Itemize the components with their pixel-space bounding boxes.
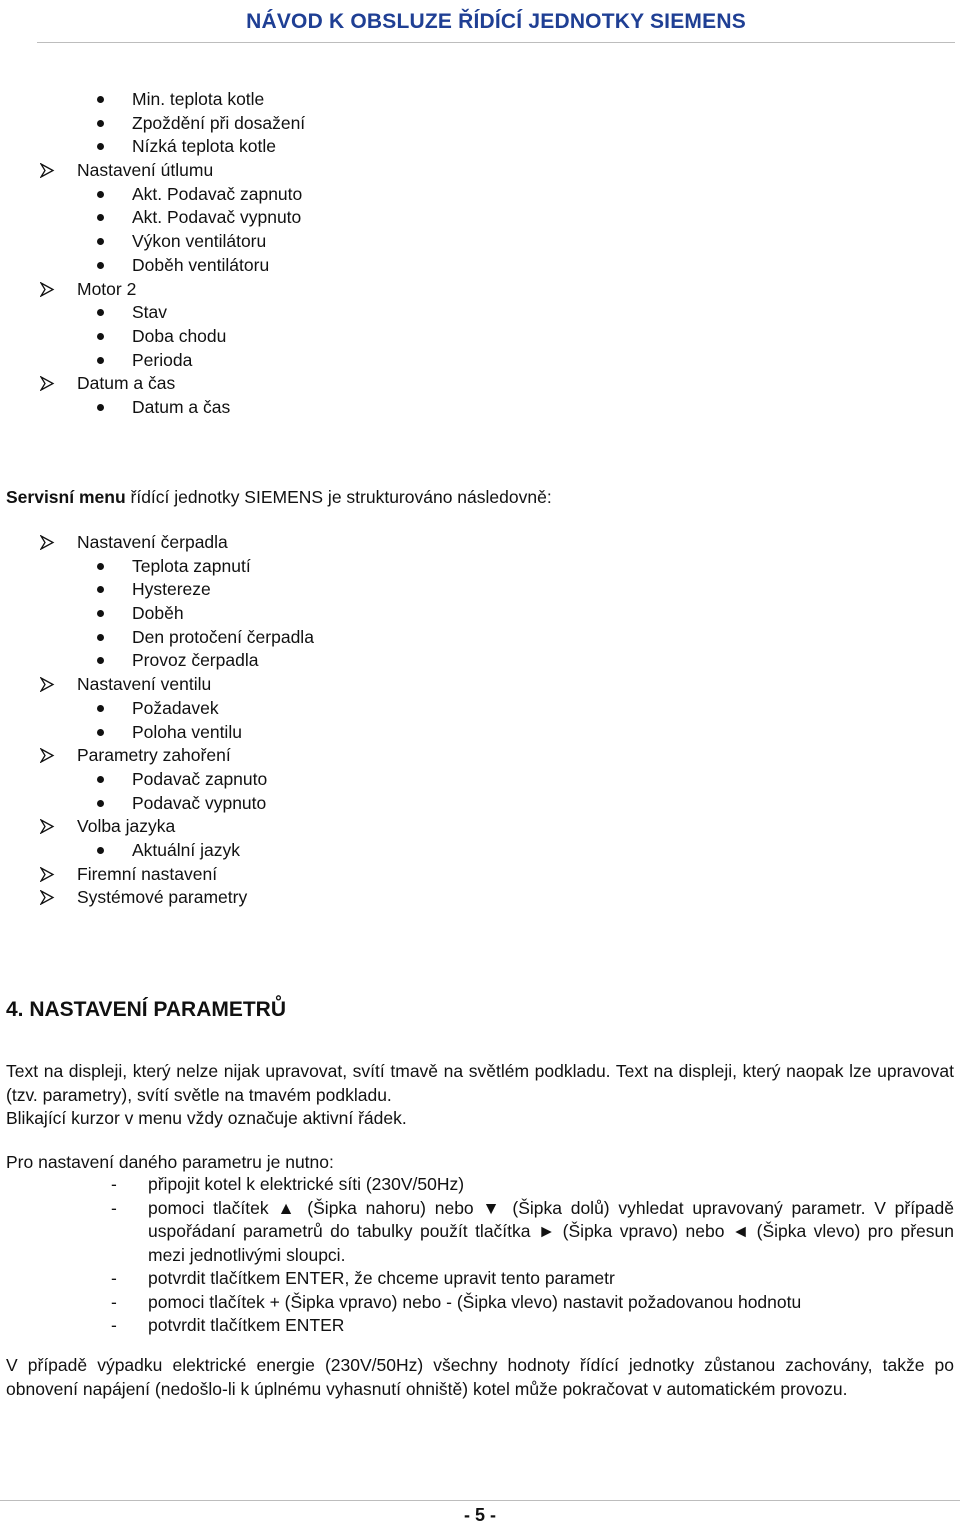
bullet-dot-icon [97, 357, 104, 364]
paragraph-instructions-intro: Pro nastavení daného parametru je nutno: [6, 1152, 334, 1172]
menu-item-label: Výkon ventilátoru [132, 231, 267, 252]
instruction-step-text: potvrdit tlačítkem ENTER, že chceme upravit tento parametr [148, 1268, 615, 1288]
menu-item-label: Doběh [132, 603, 184, 624]
menu-item-label: Datum a čas [132, 396, 231, 417]
bullet-dot-icon [97, 847, 104, 854]
arrowhead-bullet-icon [40, 677, 55, 692]
menu-item-label: Parametry zahoření [77, 745, 231, 766]
menu-item-label: Zpoždění při dosažení [132, 112, 306, 133]
instruction-step [108, 1291, 954, 1315]
menu-sub-item [0, 88, 305, 112]
menu-sub-item [0, 578, 314, 602]
menu-sub-item [0, 396, 305, 420]
menu-item-label: Systémové parametry [77, 887, 248, 908]
bullet-dot-icon [97, 191, 104, 198]
menu-sub-item [0, 230, 305, 254]
menu-section-item [0, 886, 314, 910]
menu-item-label: Nastavení útlumu [77, 160, 214, 181]
menu-item-label: Podavač vypnuto [132, 792, 267, 813]
step-dash-marker: - [111, 1197, 117, 1218]
arrowhead-bullet-icon [40, 535, 55, 550]
menu-item-label: Podavač zapnuto [132, 768, 268, 789]
menu-sub-item [0, 721, 314, 745]
bullet-dot-icon [97, 333, 104, 340]
bullet-dot-icon [97, 657, 104, 664]
menu-section-item [0, 159, 305, 183]
instruction-step [108, 1314, 954, 1338]
menu-section-item [0, 278, 305, 302]
menu-item-label: Volba jazyka [77, 816, 176, 837]
menu-item-label: Aktuální jazyk [132, 839, 240, 860]
menu-section-item [0, 372, 305, 396]
bullet-dot-icon [97, 96, 104, 103]
step-dash-marker: - [111, 1291, 117, 1312]
instruction-step [108, 1267, 954, 1291]
bullet-dot-icon [97, 143, 104, 150]
bullet-dot-icon [97, 404, 104, 411]
bullet-dot-icon [97, 800, 104, 807]
page-number: - 5 - [463, 1505, 496, 1525]
menu-sub-item [0, 349, 305, 373]
bullet-dot-icon [97, 262, 104, 269]
menu-item-label: Firemní nastavení [77, 863, 218, 884]
menu-item-label: Provoz čerpadla [132, 650, 259, 671]
menu-item-label: Hystereze [132, 579, 211, 600]
paragraph-display-text [6, 1060, 954, 1131]
menu-section-item [0, 863, 314, 887]
menu-item-label: Doběh ventilátoru [132, 254, 270, 275]
menu-item-label: Perioda [132, 349, 193, 370]
bullet-dot-icon [97, 214, 104, 221]
arrowhead-bullet-icon [40, 867, 55, 882]
menu-sub-item [0, 626, 314, 650]
page-header-title: NÁVOD K OBSLUZE ŘÍDÍCÍ JEDNOTKY SIEMENS [246, 10, 746, 33]
menu-sub-item [0, 649, 314, 673]
instruction-step-text: pomoci tlačítek + (Šipka vpravo) nebo - (Šipka vlevo) nastavit požadovanou hodnotu [148, 1291, 802, 1312]
menu-sub-item [0, 254, 305, 278]
menu-sub-item [0, 697, 314, 721]
instruction-step [108, 1173, 954, 1197]
menu-item-label: Doba chodu [132, 325, 227, 346]
menu-sub-item [0, 183, 305, 207]
menu-item-label: Min. teplota kotle [132, 89, 265, 109]
menu-sub-item [0, 555, 314, 579]
bullet-dot-icon [97, 586, 104, 593]
paragraph-display: Text na displeji, který nelze nijak upravovat, svítí tmavě na světlém podkladu. Text na displeji, který naopak lze upravovat (tzv. parametry), svítí světle na tmavém podkladu. [6, 1061, 954, 1105]
menu-sub-item [0, 301, 305, 325]
menu-item-label: Datum a čas [77, 373, 176, 394]
menu-sub-item [0, 325, 305, 349]
header-divider [37, 42, 955, 43]
footer-divider [0, 1500, 960, 1501]
menu-sub-item [0, 135, 305, 159]
menu-sub-item [0, 792, 314, 816]
menu-item-label: Motor 2 [77, 278, 137, 299]
steps-list [108, 1173, 954, 1338]
menu-sub-item [0, 602, 314, 626]
paragraph-power-outage: V případě výpadku elektrické energie (230V/50Hz) všechny hodnoty řídící jednotky zůstanou zachovány, takže po obnovení napájení (nedošlo-li k úplnému vyhasnutí ohniště) kotel může pokračovat v automatickém provozu. [6, 1355, 954, 1399]
arrowhead-bullet-icon [40, 819, 55, 834]
bullet-dot-icon [97, 610, 104, 617]
menu-section-item [0, 531, 314, 555]
instruction-step [108, 1197, 954, 1268]
bullet-dot-icon [97, 634, 104, 641]
bullet-dot-icon [97, 563, 104, 570]
menu-item-label: Stav [132, 302, 168, 323]
menu-section-item [0, 673, 314, 697]
menu-item-label: Poloha ventilu [132, 721, 242, 742]
arrowhead-bullet-icon [40, 376, 55, 391]
menu-item-label: Nastavení ventilu [77, 674, 212, 695]
service-menu-intro-text: řídící jednotky SIEMENS je strukturováno následovně: [125, 487, 552, 507]
menu-item-label: Nastavení čerpadla [77, 532, 228, 552]
bullet-dot-icon [97, 238, 104, 245]
bullet-dot-icon [97, 729, 104, 736]
menu-sub-item [0, 768, 314, 792]
instruction-step-text: potvrdit tlačítkem ENTER [148, 1315, 345, 1335]
bullet-dot-icon [97, 705, 104, 712]
menu-sub-item [0, 206, 305, 230]
menu-sub-item [0, 112, 305, 136]
menu-item-label: Den protočení čerpadla [132, 626, 314, 647]
section-title: 4. NASTAVENÍ PARAMETRŮ [6, 998, 287, 1021]
arrowhead-bullet-icon [40, 282, 55, 297]
arrowhead-bullet-icon [40, 163, 55, 178]
menu-item-label: Akt. Podavač vypnuto [132, 207, 302, 228]
step-dash-marker: - [111, 1315, 117, 1335]
step-dash-marker: - [111, 1268, 117, 1288]
menu-item-label: Teplota zapnutí [132, 555, 251, 576]
bullet-dot-icon [97, 776, 104, 783]
menu-item-label: Požadavek [132, 697, 219, 718]
user-menu-list [0, 88, 305, 420]
bullet-dot-icon [97, 309, 104, 316]
menu-sub-item [0, 839, 314, 863]
menu-section-item [0, 815, 314, 839]
arrowhead-bullet-icon [40, 748, 55, 763]
instruction-step-text: připojit kotel k elektrické síti (230V/50Hz) [148, 1174, 465, 1194]
bullet-dot-icon [97, 120, 104, 127]
arrowhead-bullet-icon [40, 890, 55, 905]
menu-section-item [0, 744, 314, 768]
instruction-step-text: pomoci tlačítek ▲ (Šipka nahoru) nebo ▼ (Šipka dolů) vyhledat upravovaný parametr. V případě uspořádaní parametrů do tabulky použít tlačítka ► (Šipka vpravo) nebo ◄ (Šipka vlevo) pro přesun mezi jednotlivými sloupci. [148, 1197, 954, 1265]
menu-item-label: Akt. Podavač zapnuto [132, 183, 303, 204]
menu-item-label: Nízká teplota kotle [132, 136, 276, 157]
step-dash-marker: - [111, 1174, 117, 1194]
service-menu-intro [6, 486, 552, 510]
service-menu-intro-bold: Servisní menu [6, 487, 126, 507]
service-menu-list [0, 531, 314, 910]
paragraph-cursor: Blikající kurzor v menu vždy označuje aktivní řádek. [6, 1108, 407, 1128]
